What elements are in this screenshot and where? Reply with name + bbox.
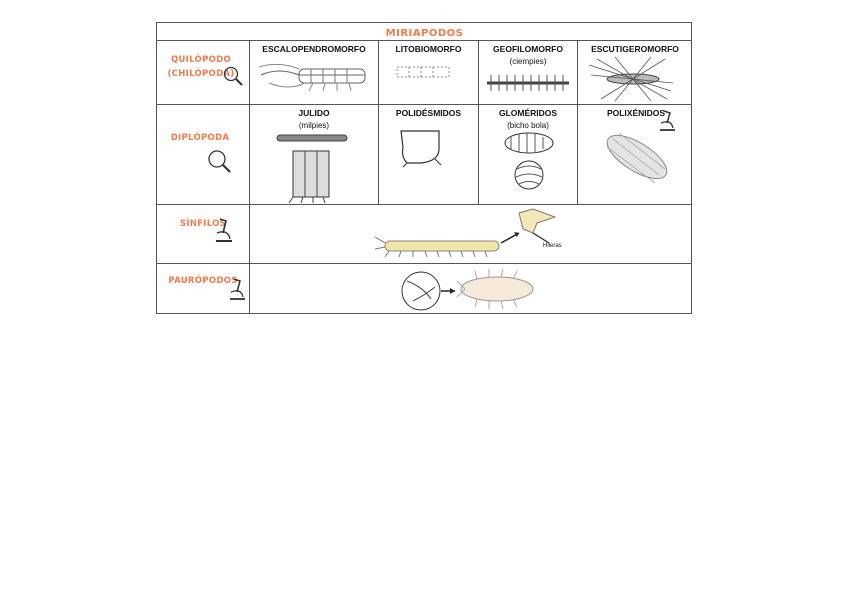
order-glomeridos: GLOMÉRIDOS <box>498 108 558 118</box>
row-divider <box>157 104 692 105</box>
order-polidesmidos: POLIDÉSMIDOS <box>395 108 462 118</box>
order-geofilomorfo: GEOFILOMORFO <box>493 44 563 54</box>
column-divider <box>249 40 250 314</box>
centipede-drawing <box>395 63 455 83</box>
column-divider <box>577 40 578 204</box>
order-polixenidos: POLIXÉNIDOS <box>606 108 666 118</box>
microscope-icon <box>229 277 247 303</box>
pauropoda-drawing <box>401 267 551 313</box>
centipede-drawing <box>485 71 573 95</box>
group-chilopoda: QUILÓPODO (CHILÓPODA) <box>167 55 235 79</box>
millipede-drawing <box>273 133 353 205</box>
centipede-drawing <box>259 59 369 99</box>
glomeridos-common-name: (bicho bola) <box>507 121 549 130</box>
row-divider <box>157 263 692 264</box>
centipede-drawing <box>587 55 673 103</box>
geofilomorfo-common-name: (ciempies) <box>509 57 547 66</box>
order-escalopendromorfo: ESCALOPENDROMORFO <box>262 44 366 54</box>
bristly-millipede-drawing <box>597 123 677 193</box>
pill-millipede-drawing <box>501 131 557 191</box>
microscope-icon <box>214 217 234 245</box>
myriapoda-table <box>156 22 692 314</box>
order-julido: JULIDO <box>298 108 330 118</box>
group-pauropoda: PAURÓPODOS <box>168 276 238 286</box>
symphyla-drawing <box>373 207 573 261</box>
table-title-row <box>157 23 692 41</box>
symphyla-annotation: Hileras <box>543 243 562 249</box>
row-divider <box>157 204 692 205</box>
magnifier-icon <box>207 149 233 175</box>
julido-common-name: (milpies) <box>298 121 330 130</box>
column-divider <box>378 40 379 204</box>
group-diplopoda: DIPLÓPODA <box>170 133 230 143</box>
magnifier-icon <box>223 66 245 88</box>
order-litobiomorfo: LITOBIOMORFO <box>395 44 462 54</box>
table-title: MIRIAPODOS <box>385 28 464 39</box>
millipede-segment-drawing <box>397 127 447 167</box>
order-escutigeromorfo: ESCUTIGEROMORFO <box>591 44 679 54</box>
group-symphyla: SÍNFILOS <box>179 219 227 229</box>
